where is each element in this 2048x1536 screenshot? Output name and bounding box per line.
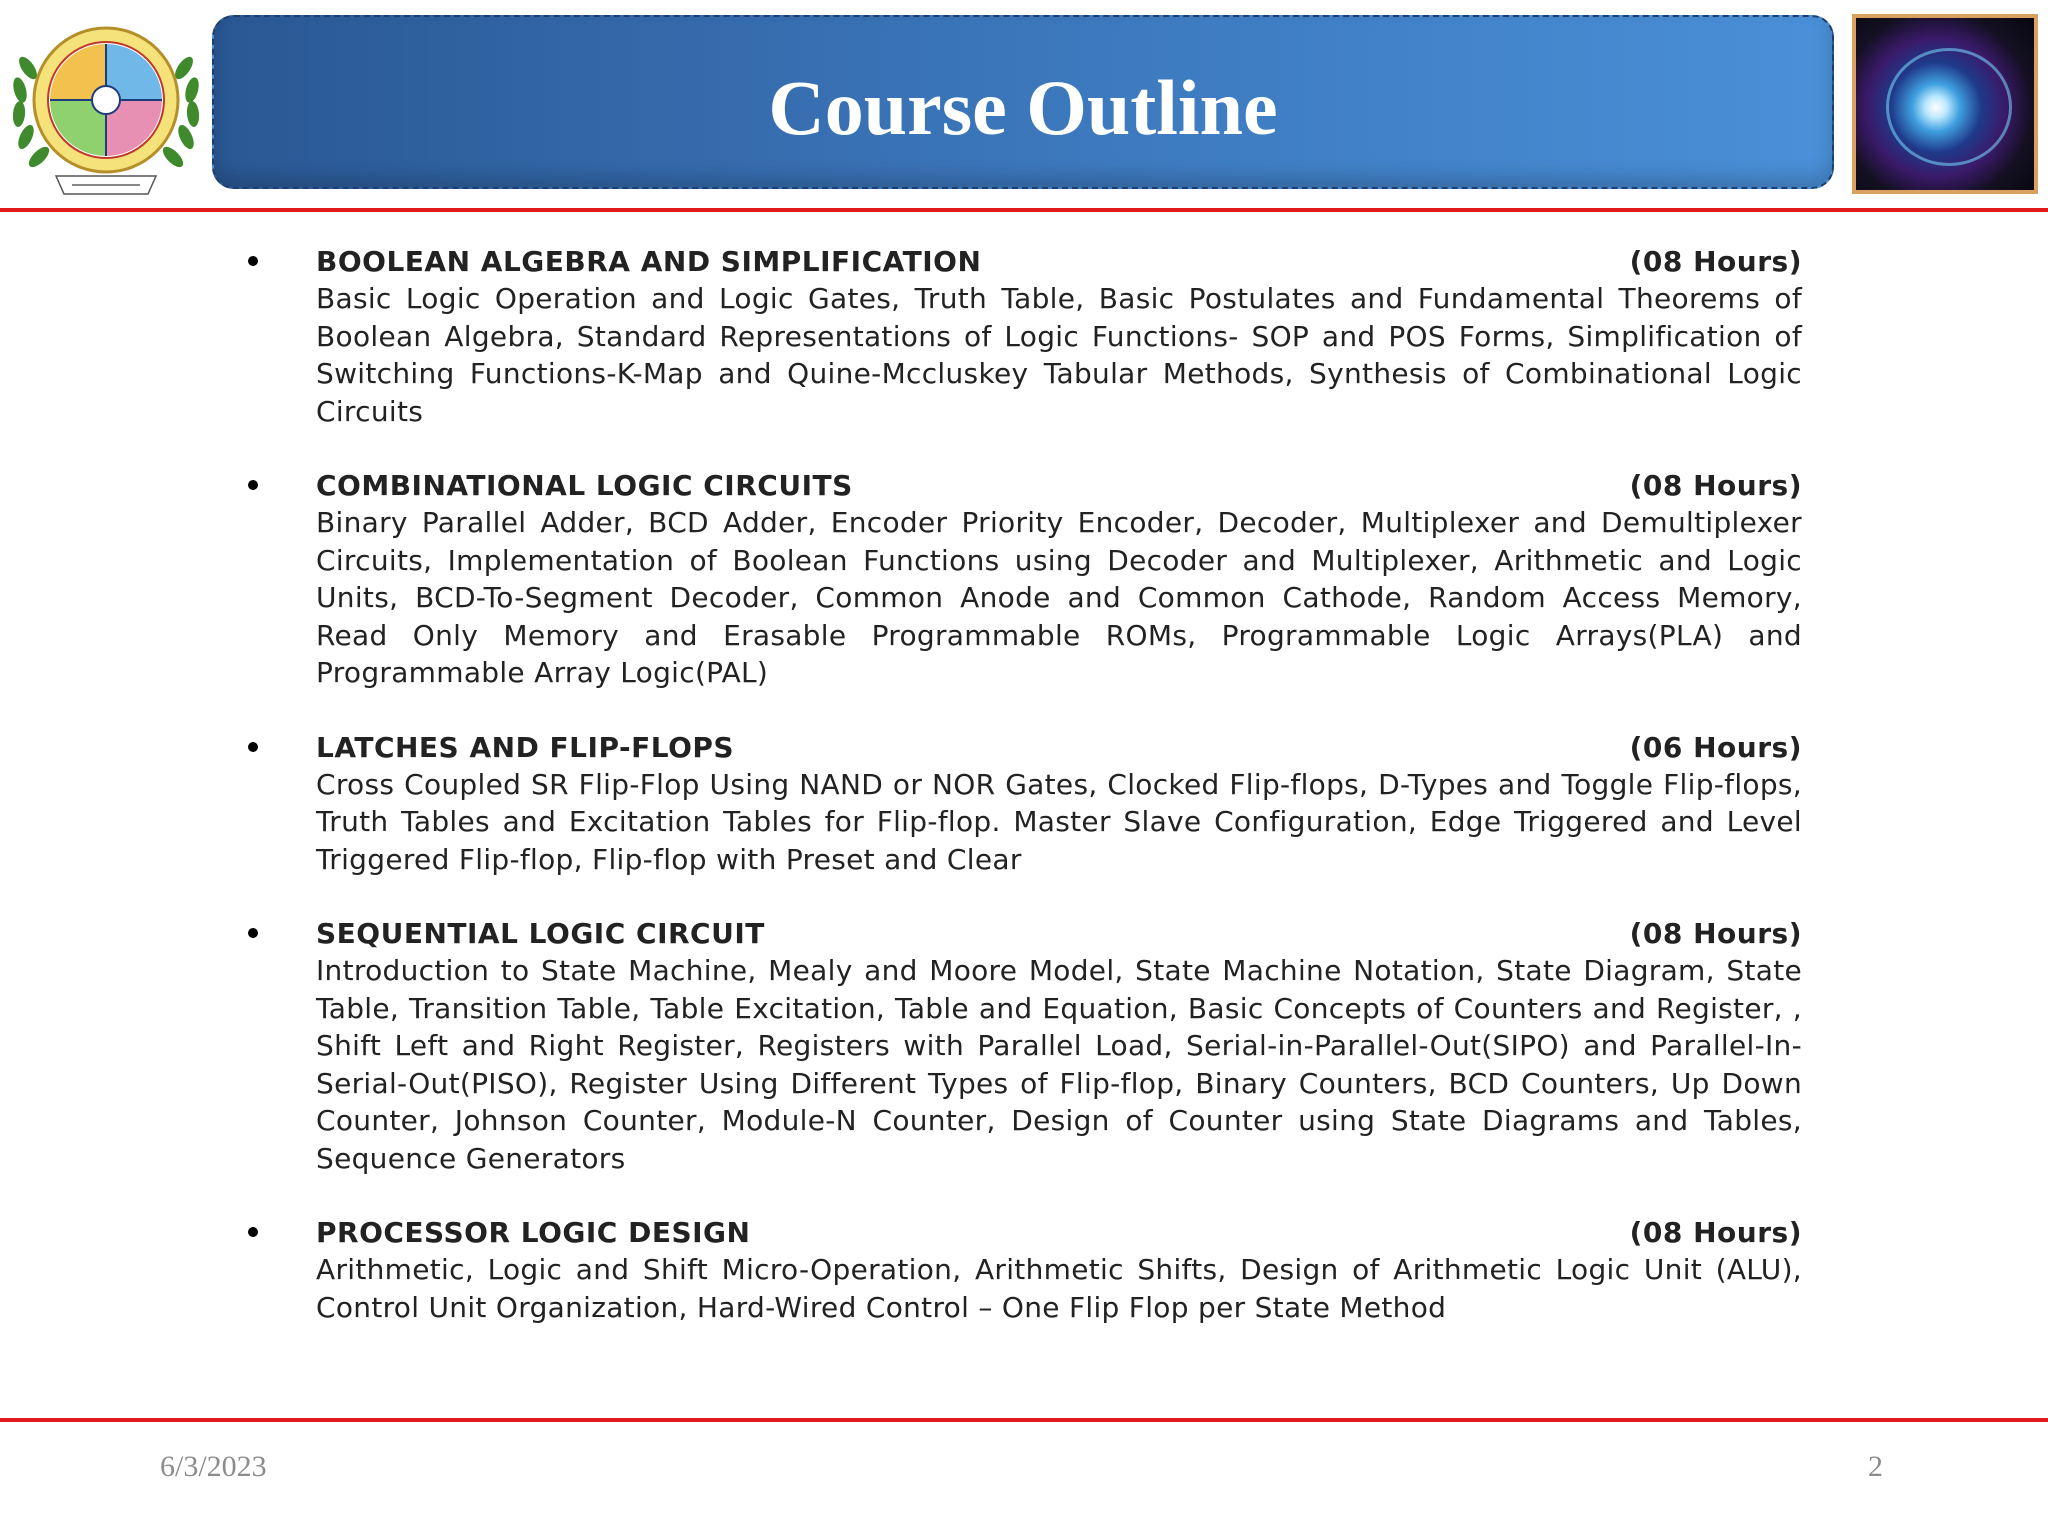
section-hours: (08 Hours) [1629, 469, 1802, 502]
section-heading-row [250, 1215, 1802, 1251]
section-hours: (08 Hours) [1629, 917, 1802, 950]
slide-number: 2 [1868, 1450, 1883, 1483]
section-heading-row [250, 916, 1802, 952]
section-title: PROCESSOR LOGIC DESIGN [316, 1216, 751, 1249]
section-description: Basic Logic Operation and Logic Gates, Truth Table, Basic Postulates and Fundamental Theorems of Boolean Algebra, Standard Representations of Logic Functions- SOP and POS Forms, Simplification of Switching Functions-K-Map and Quine-Mccluskey Tabular Methods, Synthesis of Combinational Logic Circuits [316, 282, 1802, 428]
course-outline-content [250, 244, 1802, 1364]
title-banner [212, 15, 1834, 189]
bullet-icon [248, 1227, 258, 1237]
section-latches-flip-flops [250, 730, 1802, 879]
bullet-icon [248, 480, 258, 490]
section-description: Arithmetic, Logic and Shift Micro-Operation, Arithmetic Shifts, Design of Arithmetic Logic Unit (ALU), Control Unit Organization, Hard-Wired Control – One Flip Flop per State Method [316, 1253, 1802, 1324]
institute-logo [6, 8, 206, 204]
section-hours: (06 Hours) [1629, 730, 1802, 764]
slide-title: Course Outline [768, 64, 1278, 151]
section-description: Introduction to State Machine, Mealy and Moore Model, State Machine Notation, State Diagram, State Table, Transition Table, Table Excitation, Table and Equation, Basic Concepts of Counters and Register, , Shift Left and Right Register, Registers with Parallel Load, Serial-in-Parallel-Out(SIPO) and Parallel-In-Serial-Out(PISO), Register Using Different Types of Flip-flop, Binary Counters, BCD Counters, Up Down Counter, Johnson Counter, Module-N Counter, Design of Counter using State Diagrams and Tables, Sequence Generators [316, 954, 1802, 1175]
eye-ring [1886, 48, 2012, 166]
section-description: Cross Coupled SR Flip-Flop Using NAND or NOR Gates, Clocked Flip-flops, D-Types and Toggle Flip-flops, Truth Tables and Excitation Tables for Flip-flop. Master Slave Configuration, Edge Triggered and Level Triggered Flip-flop, Flip-flop with Preset and Clear [316, 767, 1802, 876]
section-processor-logic-design [250, 1215, 1802, 1326]
corner-image [1852, 14, 2038, 194]
bullet-icon [248, 742, 258, 752]
section-description: Binary Parallel Adder, BCD Adder, Encoder Priority Encoder, Decoder, Multiplexer and Demultiplexer Circuits, Implementation of Boolean Functions using Decoder and Multiplexer, Arithmetic and Logic Units, BCD-To-Segment Decoder, Common Anode and Common Cathode, Random Access Memory, Read Only Memory and Erasable Programmable ROMs, Programmable Logic Arrays(PLA) and Programmable Array Logic(PAL) [316, 506, 1802, 689]
section-title: COMBINATIONAL LOGIC CIRCUITS [316, 469, 853, 502]
section-heading-row [250, 468, 1802, 504]
section-title: LATCHES AND FLIP-FLOPS [316, 730, 735, 764]
bottom-divider [0, 1418, 2048, 1422]
top-divider [0, 208, 2048, 212]
section-heading-row [250, 244, 1802, 280]
section-hours: (08 Hours) [1629, 245, 1802, 278]
section-sequential-logic [250, 916, 1802, 1177]
section-combinational-logic [250, 468, 1802, 692]
section-hours: (08 Hours) [1629, 1216, 1802, 1249]
footer-date: 6/3/2023 [160, 1450, 267, 1483]
section-title: BOOLEAN ALGEBRA AND SIMPLIFICATION [316, 245, 982, 278]
section-boolean-algebra [250, 244, 1802, 430]
section-title: SEQUENTIAL LOGIC CIRCUIT [316, 917, 765, 950]
section-heading-row [250, 730, 1802, 766]
bullet-icon [248, 928, 258, 938]
bullet-icon [248, 256, 258, 266]
